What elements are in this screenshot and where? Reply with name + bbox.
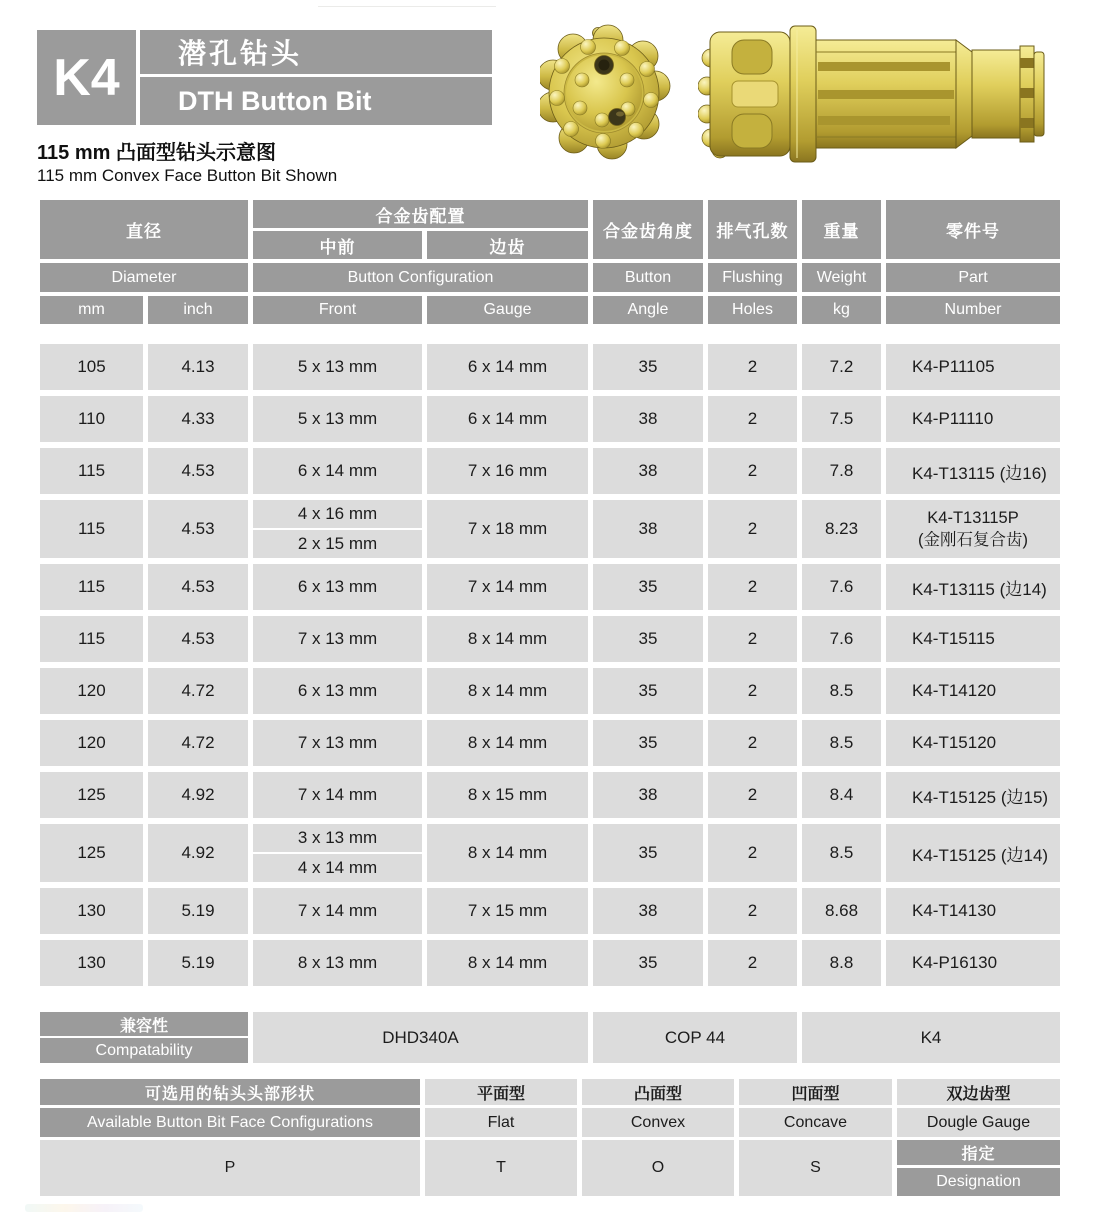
cell-front: 7 x 14 mm: [253, 888, 422, 934]
cell-angle: 35: [593, 668, 703, 714]
cell-holes: 2: [708, 344, 797, 390]
cell-kg: 8.8: [802, 940, 881, 986]
spec-header-units: [40, 296, 1060, 324]
cell-part: [886, 500, 1060, 558]
cell-front: 8 x 13 mm: [253, 940, 422, 986]
front-bottom: 4 x 14 mm: [297, 858, 378, 877]
col-part-en: Part: [886, 263, 1060, 292]
table-row: [40, 500, 1060, 558]
drill-bit-face-view-image: [540, 20, 672, 170]
col-front-zh: 中前: [253, 231, 422, 259]
cell-holes: 2: [708, 720, 797, 766]
cell-kg: 7.5: [802, 396, 881, 442]
table-row: [40, 564, 1060, 610]
cell-inch: 4.13: [148, 344, 248, 390]
face-row3-label: 指定: [897, 1140, 1060, 1165]
title-bars: [140, 30, 492, 125]
table-row: [40, 772, 1060, 818]
cell-mm: 130: [40, 940, 143, 986]
unit-inch: inch: [148, 296, 248, 324]
table-row: [40, 448, 1060, 494]
cell-kg: 7.8: [802, 448, 881, 494]
part-line1: K4-T13115P: [927, 508, 1019, 527]
cell-kg: 8.68: [802, 888, 881, 934]
cell-mm: 115: [40, 500, 143, 558]
compat-label-en: Compatability: [40, 1038, 248, 1063]
compatibility-table: [40, 1012, 1060, 1063]
unit-angle: Angle: [593, 296, 703, 324]
col-config-en: Button Configuration: [253, 263, 588, 292]
cell-gauge: 8 x 14 mm: [427, 824, 588, 882]
cell-inch: 5.19: [148, 888, 248, 934]
cell-front: 7 x 13 mm: [253, 616, 422, 662]
part-line2: (金刚石复合齿): [918, 531, 1028, 549]
col-diameter-zh: 直径: [40, 200, 248, 259]
cell-kg: 8.4: [802, 772, 881, 818]
cell-part: K4-T14130: [886, 888, 1060, 934]
cell-inch: 4.53: [148, 616, 248, 662]
cell-holes: 2: [708, 396, 797, 442]
cell-gauge: 8 x 14 mm: [427, 940, 588, 986]
cell-angle: 35: [593, 564, 703, 610]
cell-inch: 4.53: [148, 564, 248, 610]
cell-holes: 2: [708, 500, 797, 558]
cell-front: 5 x 13 mm: [253, 396, 422, 442]
table-row: [40, 940, 1060, 986]
cell-inch: 4.33: [148, 396, 248, 442]
page-title-zh: 潜孔钻头: [140, 30, 492, 74]
cell-angle: 35: [593, 720, 703, 766]
col-holes-zh: 排气孔数: [708, 200, 797, 259]
cell-holes: 2: [708, 824, 797, 882]
spec-header-en: [40, 263, 1060, 292]
front-top: 4 x 16 mm: [253, 500, 422, 530]
spec-header-zh: [40, 200, 1060, 259]
cell-front: 6 x 13 mm: [253, 564, 422, 610]
col-part-zh: 零件号: [886, 200, 1060, 259]
cell-inch: 4.92: [148, 824, 248, 882]
cell-part: K4-P11105: [886, 344, 1060, 390]
cell-kg: 7.6: [802, 616, 881, 662]
table-row: [40, 824, 1060, 882]
face-code: O: [582, 1140, 734, 1196]
cutoff-page-artifact-top: [318, 0, 496, 7]
cell-front: 7 x 14 mm: [253, 772, 422, 818]
cell-front-split: [253, 824, 422, 882]
cell-kg: 8.5: [802, 668, 881, 714]
cell-holes: 2: [708, 888, 797, 934]
cell-front: 6 x 13 mm: [253, 668, 422, 714]
face-configuration-table: [40, 1079, 1060, 1196]
cell-part: K4-T14120: [886, 668, 1060, 714]
unit-kg: kg: [802, 296, 881, 324]
cutoff-page-artifact-bottom: [25, 1204, 143, 1212]
caption-en: 115 mm Convex Face Button Bit Shown: [37, 166, 338, 185]
table-row: [40, 344, 1060, 390]
cell-part: K4-T13115 (边14): [886, 564, 1060, 610]
table-row: [40, 396, 1060, 442]
face-row1-label: 可选用的钻头头部形状: [40, 1079, 420, 1105]
cell-kg: 8.23: [802, 500, 881, 558]
face-type-en: Concave: [739, 1108, 892, 1137]
cell-mm: 125: [40, 772, 143, 818]
face-type-zh: 平面型: [425, 1079, 577, 1105]
face-row4-label: Designation: [897, 1168, 1060, 1196]
model-badge: K4: [37, 30, 136, 125]
cell-part: K4-T15125 (边14): [886, 824, 1060, 882]
cell-gauge: 8 x 14 mm: [427, 720, 588, 766]
cell-holes: 2: [708, 564, 797, 610]
cell-angle: 38: [593, 500, 703, 558]
cell-gauge: 7 x 15 mm: [427, 888, 588, 934]
cell-mm: 115: [40, 616, 143, 662]
cell-gauge: 7 x 16 mm: [427, 448, 588, 494]
cell-holes: 2: [708, 668, 797, 714]
cell-inch: 4.53: [148, 448, 248, 494]
cell-front-split: [253, 500, 422, 558]
cell-part: K4-T13115 (边16): [886, 448, 1060, 494]
col-angle-en: Button: [593, 263, 703, 292]
face-type-zh: 双边齿型: [897, 1079, 1060, 1105]
table-row: [40, 616, 1060, 662]
cell-mm: 125: [40, 824, 143, 882]
face-code: P: [40, 1140, 420, 1196]
face-type-zh: 凸面型: [582, 1079, 734, 1105]
unit-mm: mm: [40, 296, 143, 324]
cell-mm: 115: [40, 564, 143, 610]
cell-inch: 5.19: [148, 940, 248, 986]
cell-angle: 38: [593, 888, 703, 934]
cell-part: K4-T15120: [886, 720, 1060, 766]
cell-angle: 35: [593, 616, 703, 662]
face-type-zh: 凹面型: [739, 1079, 892, 1105]
cell-mm: 115: [40, 448, 143, 494]
front-bottom: 2 x 15 mm: [297, 534, 378, 553]
cell-inch: 4.53: [148, 500, 248, 558]
cell-mm: 105: [40, 344, 143, 390]
spec-sheet: [40, 200, 1060, 1196]
cell-kg: 8.5: [802, 720, 881, 766]
col-weight-en: Weight: [802, 263, 881, 292]
compat-label-zh: 兼容性: [40, 1012, 248, 1036]
cell-inch: 4.92: [148, 772, 248, 818]
cell-mm: 120: [40, 720, 143, 766]
unit-front: Front: [253, 296, 422, 324]
cell-angle: 38: [593, 448, 703, 494]
compat-value: COP 44: [593, 1012, 797, 1063]
face-code: S: [739, 1140, 892, 1196]
cell-gauge: 7 x 18 mm: [427, 500, 588, 558]
col-weight-zh: 重量: [802, 200, 881, 259]
cell-holes: 2: [708, 616, 797, 662]
cell-holes: 2: [708, 448, 797, 494]
cell-kg: 7.6: [802, 564, 881, 610]
face-type-en: Convex: [582, 1108, 734, 1137]
cell-part: K4-T15125 (边15): [886, 772, 1060, 818]
cell-holes: 2: [708, 940, 797, 986]
cell-angle: 38: [593, 396, 703, 442]
cell-angle: 38: [593, 772, 703, 818]
col-holes-en: Flushing: [708, 263, 797, 292]
face-row2-label: Available Button Bit Face Configurations: [40, 1108, 420, 1137]
face-code: T: [425, 1140, 577, 1196]
page-title-en: DTH Button Bit: [140, 77, 492, 125]
cell-mm: 130: [40, 888, 143, 934]
unit-holes: Holes: [708, 296, 797, 324]
cell-part: K4-P11110: [886, 396, 1060, 442]
cell-inch: 4.72: [148, 668, 248, 714]
col-config-zh: 合金齿配置: [253, 200, 588, 228]
cell-part: K4-T15115: [886, 616, 1060, 662]
face-type-en: Dougle Gauge: [897, 1108, 1060, 1137]
cell-gauge: 6 x 14 mm: [427, 396, 588, 442]
unit-number: Number: [886, 296, 1060, 324]
face-type-en: Flat: [425, 1108, 577, 1137]
cell-inch: 4.72: [148, 720, 248, 766]
page-header: [37, 30, 492, 125]
unit-gauge: Gauge: [427, 296, 588, 324]
cell-kg: 7.2: [802, 344, 881, 390]
cell-part: K4-P16130: [886, 940, 1060, 986]
cell-kg: 8.5: [802, 824, 881, 882]
cell-gauge: 8 x 15 mm: [427, 772, 588, 818]
cell-angle: 35: [593, 940, 703, 986]
cell-gauge: 8 x 14 mm: [427, 668, 588, 714]
table-row: [40, 668, 1060, 714]
col-gauge-zh: 边齿: [427, 231, 588, 259]
cell-angle: 35: [593, 344, 703, 390]
cell-front: 6 x 14 mm: [253, 448, 422, 494]
cell-front: 5 x 13 mm: [253, 344, 422, 390]
cell-mm: 110: [40, 396, 143, 442]
cell-holes: 2: [708, 772, 797, 818]
cell-angle: 35: [593, 824, 703, 882]
col-angle-zh: 合金齿角度: [593, 200, 703, 259]
cell-front: 7 x 13 mm: [253, 720, 422, 766]
drill-bit-side-view-image: [698, 24, 1048, 164]
table-row: [40, 720, 1060, 766]
cell-gauge: 7 x 14 mm: [427, 564, 588, 610]
compat-value: K4: [802, 1012, 1060, 1063]
cell-gauge: 8 x 14 mm: [427, 616, 588, 662]
cell-mm: 120: [40, 668, 143, 714]
front-top: 3 x 13 mm: [253, 824, 422, 854]
table-row: [40, 888, 1060, 934]
col-diameter-en: Diameter: [40, 263, 248, 292]
compat-value: DHD340A: [253, 1012, 588, 1063]
cell-gauge: 6 x 14 mm: [427, 344, 588, 390]
caption-zh: 115 mm 凸面型钻头示意图: [37, 142, 276, 164]
